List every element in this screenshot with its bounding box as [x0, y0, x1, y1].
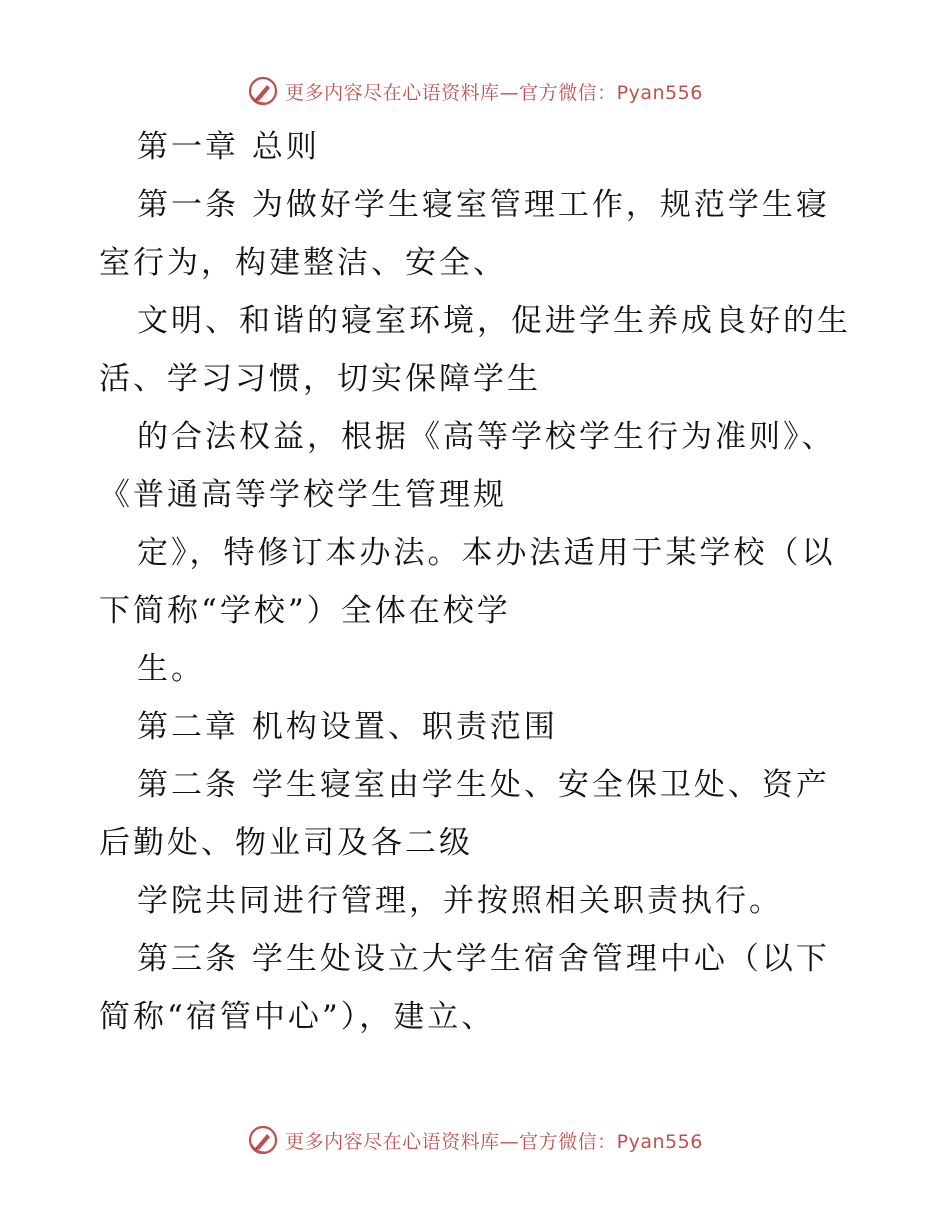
footer-banner	[0, 1120, 950, 1160]
text-line: 的合法权益，根据《高等学校学生行为准则》、	[137, 419, 836, 455]
text-line: 学院共同进行管理，并按照相关职责执行。	[137, 883, 783, 919]
text-line: 室行为，构建整洁、安全、	[99, 245, 507, 281]
banner-text: 更多内容尽在心语资料库—官方微信：Pyan556	[285, 1130, 703, 1153]
document-body	[99, 118, 859, 1046]
text-line: 后勤处、物业司及各二级	[99, 825, 473, 861]
text-line: 第二条 学生寝室由学生处、安全保卫处、资产	[137, 767, 830, 803]
text-line: 简称“宿管中心”），建立、	[99, 999, 496, 1035]
text-line: 定》，特修订本办法。本办法适用于某学校（以	[137, 535, 836, 571]
text-line: 活、学习习惯，切实保障学生	[99, 361, 541, 397]
text-line: 第二章 机构设置、职责范围	[137, 709, 558, 745]
text-line: 第三条 学生处设立大学生宿舍管理中心（以下	[137, 941, 830, 977]
text-line: 《普通高等学校学生管理规	[99, 477, 507, 513]
pen-logo-icon	[247, 75, 279, 107]
header-banner	[0, 71, 950, 111]
banner-text: 更多内容尽在心语资料库—官方微信：Pyan556	[285, 81, 703, 104]
text-line: 第一章 总则	[137, 129, 320, 165]
pen-logo-icon	[247, 1124, 279, 1156]
text-line: 第一条 为做好学生寝室管理工作，规范学生寝	[137, 187, 830, 223]
text-line: 下简称“学校”）全体在校学	[99, 593, 511, 629]
text-line: 生。	[137, 651, 205, 687]
text-line: 文明、和谐的寝室环境，促进学生养成良好的生	[137, 303, 851, 339]
